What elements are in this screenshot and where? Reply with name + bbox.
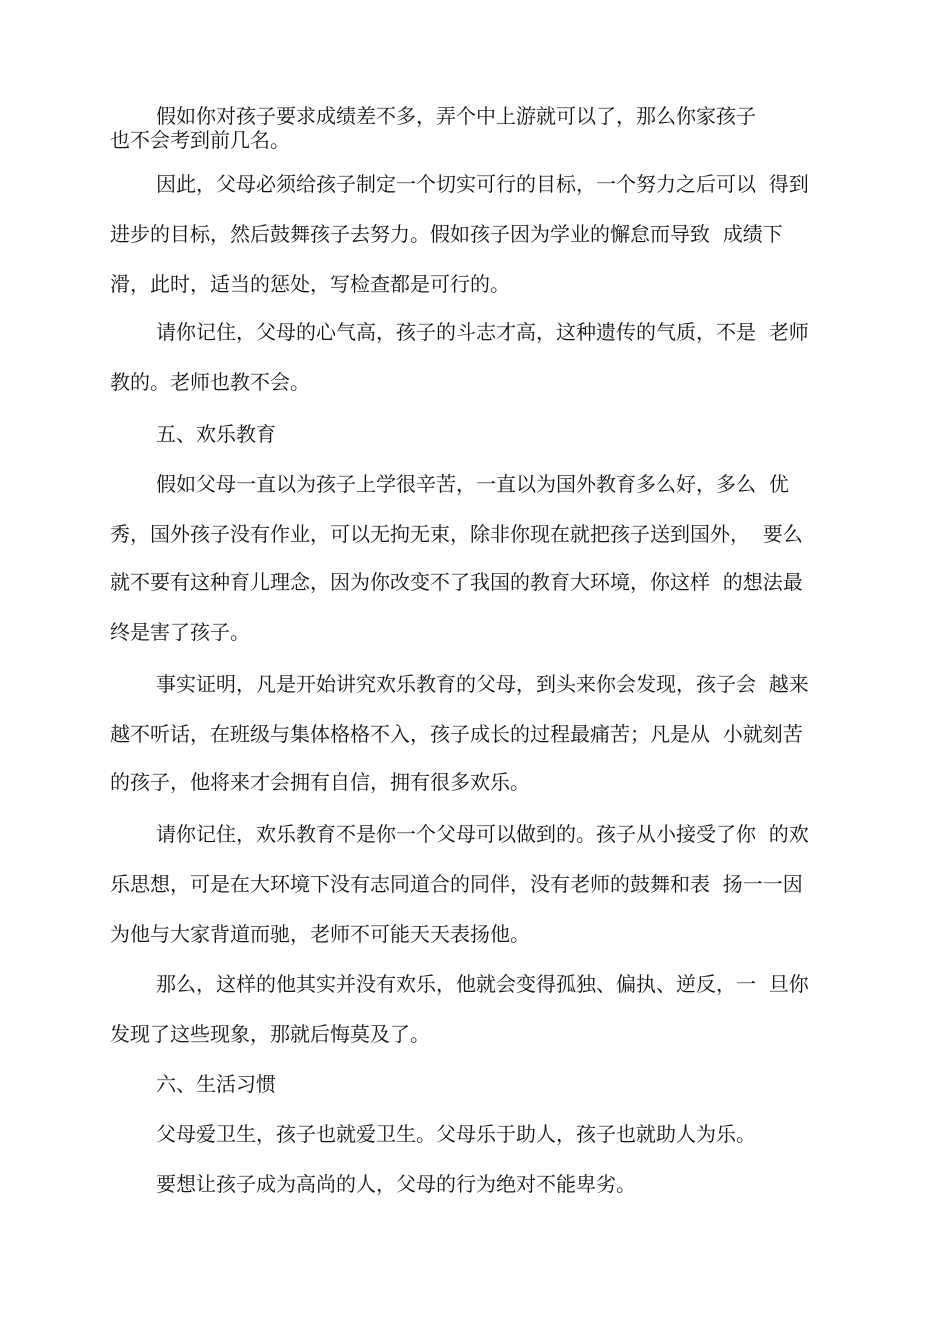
- line-13: 事实证明，凡是开始讲究欢乐教育的父母，到头来你会发现，孩子会 越来: [156, 672, 809, 696]
- line-17: 乐思想，可是在大环境下没有志同道合的同伴，没有老师的鼓舞和表 扬一一因: [110, 872, 803, 896]
- line-14: 越不听话，在班级与集体格格不入，孩子成长的过程最痛苦；凡是从 小就刻苦: [110, 722, 803, 746]
- line-23: 要想让孩子成为高尚的人，父母的行为绝对不能卑劣。: [156, 1172, 636, 1196]
- line-5: 滑，此时，适当的惩处，写检查都是可行的。: [110, 272, 510, 296]
- line-12: 终是害了孩子。: [110, 620, 250, 644]
- line-10: 秀，国外孩子没有作业，可以无拘无束，除非你现在就把孩子送到国外， 要么: [110, 522, 803, 546]
- line-18: 为他与大家背道而驰，老师不可能天天表扬他。: [110, 922, 530, 946]
- line-19: 那么，这样的他其实并没有欢乐，他就会变得孤独、偏执、逆反，一 旦你: [156, 972, 809, 996]
- line-6: 请你记住，父母的心气高，孩子的斗志才高，这种遗传的气质，不是 老师: [156, 320, 809, 344]
- line-9: 假如父母一直以为孩子上学很辛苦，一直以为国外教育多么好，多么 优: [156, 472, 789, 496]
- line-1: 假如你对孩子要求成绩差不多，弄个中上游就可以了，那么你家孩子: [156, 104, 756, 128]
- line-7: 教的。老师也教不会。: [110, 370, 310, 394]
- line-3: 因此，父母必须给孩子制定一个切实可行的目标，一个努力之后可以 得到: [156, 172, 809, 196]
- line-4: 进步的目标，然后鼓舞孩子去努力。假如孩子因为学业的懈怠而导致 成绩下: [110, 222, 783, 246]
- line-16: 请你记住，欢乐教育不是你一个父母可以做到的。孩子从小接受了你 的欢: [156, 822, 809, 846]
- section-heading-5: 五、欢乐教育: [156, 422, 276, 446]
- line-15: 的孩子，他将来才会拥有自信，拥有很多欢乐。: [110, 770, 530, 794]
- section-heading-6: 六、生活习惯: [156, 1072, 276, 1096]
- line-11: 就不要有这种育儿理念，因为你改变不了我国的教育大环境，你这样 的想法最: [110, 570, 803, 594]
- line-2: 也不会考到前几名。: [110, 128, 290, 152]
- line-20: 发现了这些现象，那就后悔莫及了。: [110, 1022, 430, 1046]
- line-22: 父母爱卫生，孩子也就爱卫生。父母乐于助人，孩子也就助人为乐。: [156, 1122, 756, 1146]
